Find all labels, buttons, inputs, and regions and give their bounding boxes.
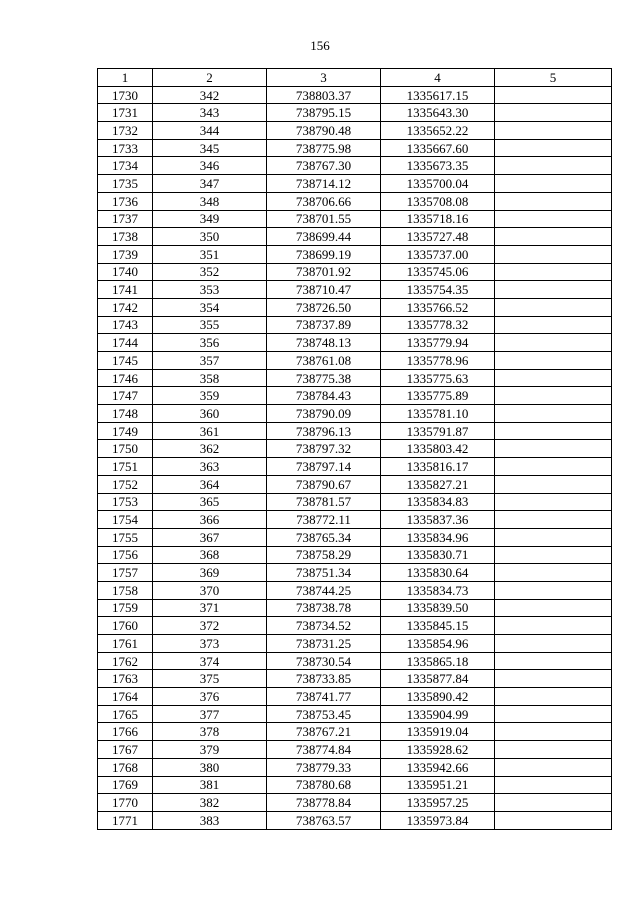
note-cell <box>495 440 612 458</box>
table-row <box>98 405 612 423</box>
note-cell <box>495 139 612 157</box>
note-cell <box>495 298 612 316</box>
row-number-cell: 1751 <box>98 458 153 476</box>
note-cell <box>495 564 612 582</box>
row-number-cell: 1748 <box>98 405 153 423</box>
x-coordinate-cell: 738790.48 <box>267 122 381 140</box>
x-coordinate-cell: 738772.11 <box>267 511 381 529</box>
point-number-cell: 383 <box>153 811 267 829</box>
x-coordinate-cell: 738706.66 <box>267 192 381 210</box>
point-number-cell: 362 <box>153 440 267 458</box>
note-cell <box>495 670 612 688</box>
column-header-4: 4 <box>381 69 495 87</box>
note-cell <box>495 352 612 370</box>
x-coordinate-cell: 738775.38 <box>267 369 381 387</box>
table-row <box>98 369 612 387</box>
point-number-cell: 370 <box>153 581 267 599</box>
table-row <box>98 175 612 193</box>
note-cell <box>495 475 612 493</box>
table-row <box>98 758 612 776</box>
y-coordinate-cell: 1335942.66 <box>381 758 495 776</box>
point-number-cell: 381 <box>153 776 267 794</box>
x-coordinate-cell: 738765.34 <box>267 528 381 546</box>
point-number-cell: 349 <box>153 210 267 228</box>
y-coordinate-cell: 1335834.73 <box>381 581 495 599</box>
y-coordinate-cell: 1335708.08 <box>381 192 495 210</box>
note-cell <box>495 405 612 423</box>
table-row <box>98 493 612 511</box>
point-number-cell: 343 <box>153 104 267 122</box>
point-number-cell: 354 <box>153 298 267 316</box>
coordinates-table <box>97 68 612 830</box>
row-number-cell: 1732 <box>98 122 153 140</box>
x-coordinate-cell: 738748.13 <box>267 334 381 352</box>
x-coordinate-cell: 738701.92 <box>267 263 381 281</box>
table-row <box>98 635 612 653</box>
row-number-cell: 1730 <box>98 86 153 104</box>
y-coordinate-cell: 1335890.42 <box>381 688 495 706</box>
x-coordinate-cell: 738738.78 <box>267 599 381 617</box>
table-row <box>98 811 612 829</box>
row-number-cell: 1770 <box>98 794 153 812</box>
table-row <box>98 599 612 617</box>
row-number-cell: 1766 <box>98 723 153 741</box>
note-cell <box>495 263 612 281</box>
note-cell <box>495 210 612 228</box>
point-number-cell: 375 <box>153 670 267 688</box>
table-row <box>98 192 612 210</box>
note-cell <box>495 387 612 405</box>
table-body <box>98 86 612 829</box>
row-number-cell: 1731 <box>98 104 153 122</box>
y-coordinate-cell: 1335827.21 <box>381 475 495 493</box>
point-number-cell: 351 <box>153 245 267 263</box>
row-number-cell: 1750 <box>98 440 153 458</box>
point-number-cell: 359 <box>153 387 267 405</box>
row-number-cell: 1745 <box>98 352 153 370</box>
row-number-cell: 1739 <box>98 245 153 263</box>
row-number-cell: 1767 <box>98 741 153 759</box>
note-cell <box>495 581 612 599</box>
table-row <box>98 440 612 458</box>
table-row <box>98 245 612 263</box>
x-coordinate-cell: 738726.50 <box>267 298 381 316</box>
x-coordinate-cell: 738790.67 <box>267 475 381 493</box>
x-coordinate-cell: 738780.68 <box>267 776 381 794</box>
point-number-cell: 355 <box>153 316 267 334</box>
point-number-cell: 373 <box>153 635 267 653</box>
point-number-cell: 377 <box>153 705 267 723</box>
note-cell <box>495 688 612 706</box>
row-number-cell: 1760 <box>98 617 153 635</box>
y-coordinate-cell: 1335775.89 <box>381 387 495 405</box>
row-number-cell: 1733 <box>98 139 153 157</box>
table-row <box>98 546 612 564</box>
y-coordinate-cell: 1335700.04 <box>381 175 495 193</box>
table-row <box>98 705 612 723</box>
note-cell <box>495 599 612 617</box>
row-number-cell: 1765 <box>98 705 153 723</box>
y-coordinate-cell: 1335718.16 <box>381 210 495 228</box>
row-number-cell: 1735 <box>98 175 153 193</box>
row-number-cell: 1744 <box>98 334 153 352</box>
column-header-2: 2 <box>153 69 267 87</box>
table-row <box>98 458 612 476</box>
y-coordinate-cell: 1335830.64 <box>381 564 495 582</box>
note-cell <box>495 617 612 635</box>
point-number-cell: 363 <box>153 458 267 476</box>
y-coordinate-cell: 1335745.06 <box>381 263 495 281</box>
x-coordinate-cell: 738733.85 <box>267 670 381 688</box>
note-cell <box>495 794 612 812</box>
y-coordinate-cell: 1335839.50 <box>381 599 495 617</box>
row-number-cell: 1742 <box>98 298 153 316</box>
row-number-cell: 1761 <box>98 635 153 653</box>
x-coordinate-cell: 738744.25 <box>267 581 381 599</box>
table-row <box>98 228 612 246</box>
note-cell <box>495 493 612 511</box>
x-coordinate-cell: 738778.84 <box>267 794 381 812</box>
row-number-cell: 1740 <box>98 263 153 281</box>
y-coordinate-cell: 1335928.62 <box>381 741 495 759</box>
row-number-cell: 1736 <box>98 192 153 210</box>
row-number-cell: 1738 <box>98 228 153 246</box>
x-coordinate-cell: 738781.57 <box>267 493 381 511</box>
row-number-cell: 1768 <box>98 758 153 776</box>
row-number-cell: 1746 <box>98 369 153 387</box>
note-cell <box>495 175 612 193</box>
point-number-cell: 346 <box>153 157 267 175</box>
y-coordinate-cell: 1335830.71 <box>381 546 495 564</box>
point-number-cell: 347 <box>153 175 267 193</box>
x-coordinate-cell: 738775.98 <box>267 139 381 157</box>
table-row <box>98 511 612 529</box>
point-number-cell: 344 <box>153 122 267 140</box>
column-header-1: 1 <box>98 69 153 87</box>
row-number-cell: 1753 <box>98 493 153 511</box>
note-cell <box>495 723 612 741</box>
table-row <box>98 670 612 688</box>
x-coordinate-cell: 738767.30 <box>267 157 381 175</box>
table-row <box>98 475 612 493</box>
note-cell <box>495 776 612 794</box>
y-coordinate-cell: 1335617.15 <box>381 86 495 104</box>
x-coordinate-cell: 738714.12 <box>267 175 381 193</box>
x-coordinate-cell: 738795.15 <box>267 104 381 122</box>
row-number-cell: 1741 <box>98 281 153 299</box>
page-number: 156 <box>310 38 330 53</box>
point-number-cell: 367 <box>153 528 267 546</box>
y-coordinate-cell: 1335816.17 <box>381 458 495 476</box>
table-row <box>98 352 612 370</box>
note-cell <box>495 122 612 140</box>
point-number-cell: 356 <box>153 334 267 352</box>
table-row <box>98 281 612 299</box>
table-row <box>98 528 612 546</box>
y-coordinate-cell: 1335673.35 <box>381 157 495 175</box>
point-number-cell: 352 <box>153 263 267 281</box>
y-coordinate-cell: 1335951.21 <box>381 776 495 794</box>
x-coordinate-cell: 738699.19 <box>267 245 381 263</box>
y-coordinate-cell: 1335834.83 <box>381 493 495 511</box>
table-row <box>98 776 612 794</box>
x-coordinate-cell: 738797.14 <box>267 458 381 476</box>
y-coordinate-cell: 1335778.96 <box>381 352 495 370</box>
y-coordinate-cell: 1335845.15 <box>381 617 495 635</box>
x-coordinate-cell: 738737.89 <box>267 316 381 334</box>
table-header-row <box>98 69 612 87</box>
table-row <box>98 86 612 104</box>
y-coordinate-cell: 1335727.48 <box>381 228 495 246</box>
y-coordinate-cell: 1335775.63 <box>381 369 495 387</box>
row-number-cell: 1757 <box>98 564 153 582</box>
note-cell <box>495 316 612 334</box>
y-coordinate-cell: 1335778.32 <box>381 316 495 334</box>
table-row <box>98 316 612 334</box>
point-number-cell: 382 <box>153 794 267 812</box>
y-coordinate-cell: 1335973.84 <box>381 811 495 829</box>
row-number-cell: 1754 <box>98 511 153 529</box>
x-coordinate-cell: 738741.77 <box>267 688 381 706</box>
row-number-cell: 1759 <box>98 599 153 617</box>
note-cell <box>495 652 612 670</box>
table-row <box>98 334 612 352</box>
x-coordinate-cell: 738774.84 <box>267 741 381 759</box>
y-coordinate-cell: 1335803.42 <box>381 440 495 458</box>
table-row <box>98 104 612 122</box>
note-cell <box>495 458 612 476</box>
row-number-cell: 1762 <box>98 652 153 670</box>
row-number-cell: 1758 <box>98 581 153 599</box>
note-cell <box>495 245 612 263</box>
row-number-cell: 1769 <box>98 776 153 794</box>
point-number-cell: 380 <box>153 758 267 776</box>
row-number-cell: 1764 <box>98 688 153 706</box>
table-row <box>98 581 612 599</box>
point-number-cell: 345 <box>153 139 267 157</box>
column-header-5: 5 <box>495 69 612 87</box>
row-number-cell: 1737 <box>98 210 153 228</box>
y-coordinate-cell: 1335904.99 <box>381 705 495 723</box>
point-number-cell: 350 <box>153 228 267 246</box>
y-coordinate-cell: 1335643.30 <box>381 104 495 122</box>
point-number-cell: 365 <box>153 493 267 511</box>
table-row <box>98 741 612 759</box>
y-coordinate-cell: 1335834.96 <box>381 528 495 546</box>
row-number-cell: 1755 <box>98 528 153 546</box>
table-row <box>98 564 612 582</box>
row-number-cell: 1743 <box>98 316 153 334</box>
row-number-cell: 1747 <box>98 387 153 405</box>
note-cell <box>495 86 612 104</box>
row-number-cell: 1756 <box>98 546 153 564</box>
point-number-cell: 348 <box>153 192 267 210</box>
y-coordinate-cell: 1335919.04 <box>381 723 495 741</box>
y-coordinate-cell: 1335766.52 <box>381 298 495 316</box>
y-coordinate-cell: 1335791.87 <box>381 422 495 440</box>
note-cell <box>495 528 612 546</box>
table-row <box>98 139 612 157</box>
x-coordinate-cell: 738790.09 <box>267 405 381 423</box>
column-header-3: 3 <box>267 69 381 87</box>
note-cell <box>495 369 612 387</box>
x-coordinate-cell: 738797.32 <box>267 440 381 458</box>
row-number-cell: 1763 <box>98 670 153 688</box>
note-cell <box>495 334 612 352</box>
table-row <box>98 688 612 706</box>
point-number-cell: 358 <box>153 369 267 387</box>
note-cell <box>495 192 612 210</box>
note-cell <box>495 741 612 759</box>
y-coordinate-cell: 1335865.18 <box>381 652 495 670</box>
note-cell <box>495 758 612 776</box>
y-coordinate-cell: 1335837.36 <box>381 511 495 529</box>
y-coordinate-cell: 1335737.00 <box>381 245 495 263</box>
x-coordinate-cell: 738751.34 <box>267 564 381 582</box>
table-row <box>98 387 612 405</box>
x-coordinate-cell: 738763.57 <box>267 811 381 829</box>
point-number-cell: 368 <box>153 546 267 564</box>
note-cell <box>495 228 612 246</box>
x-coordinate-cell: 738767.21 <box>267 723 381 741</box>
x-coordinate-cell: 738753.45 <box>267 705 381 723</box>
x-coordinate-cell: 738779.33 <box>267 758 381 776</box>
y-coordinate-cell: 1335877.84 <box>381 670 495 688</box>
y-coordinate-cell: 1335854.96 <box>381 635 495 653</box>
table-row <box>98 422 612 440</box>
note-cell <box>495 635 612 653</box>
point-number-cell: 342 <box>153 86 267 104</box>
point-number-cell: 371 <box>153 599 267 617</box>
y-coordinate-cell: 1335957.25 <box>381 794 495 812</box>
note-cell <box>495 546 612 564</box>
point-number-cell: 374 <box>153 652 267 670</box>
point-number-cell: 353 <box>153 281 267 299</box>
note-cell <box>495 422 612 440</box>
x-coordinate-cell: 738730.54 <box>267 652 381 670</box>
x-coordinate-cell: 738699.44 <box>267 228 381 246</box>
table-row <box>98 723 612 741</box>
note-cell <box>495 705 612 723</box>
y-coordinate-cell: 1335754.35 <box>381 281 495 299</box>
row-number-cell: 1771 <box>98 811 153 829</box>
table-row <box>98 210 612 228</box>
y-coordinate-cell: 1335781.10 <box>381 405 495 423</box>
table-row <box>98 263 612 281</box>
x-coordinate-cell: 738710.47 <box>267 281 381 299</box>
table-row <box>98 652 612 670</box>
table-row <box>98 122 612 140</box>
note-cell <box>495 511 612 529</box>
point-number-cell: 379 <box>153 741 267 759</box>
x-coordinate-cell: 738758.29 <box>267 546 381 564</box>
y-coordinate-cell: 1335667.60 <box>381 139 495 157</box>
point-number-cell: 361 <box>153 422 267 440</box>
row-number-cell: 1749 <box>98 422 153 440</box>
table-row <box>98 298 612 316</box>
x-coordinate-cell: 738784.43 <box>267 387 381 405</box>
point-number-cell: 364 <box>153 475 267 493</box>
x-coordinate-cell: 738803.37 <box>267 86 381 104</box>
x-coordinate-cell: 738734.52 <box>267 617 381 635</box>
point-number-cell: 372 <box>153 617 267 635</box>
row-number-cell: 1734 <box>98 157 153 175</box>
point-number-cell: 376 <box>153 688 267 706</box>
point-number-cell: 378 <box>153 723 267 741</box>
table-row <box>98 157 612 175</box>
note-cell <box>495 281 612 299</box>
x-coordinate-cell: 738731.25 <box>267 635 381 653</box>
point-number-cell: 366 <box>153 511 267 529</box>
point-number-cell: 369 <box>153 564 267 582</box>
x-coordinate-cell: 738796.13 <box>267 422 381 440</box>
y-coordinate-cell: 1335652.22 <box>381 122 495 140</box>
note-cell <box>495 811 612 829</box>
x-coordinate-cell: 738701.55 <box>267 210 381 228</box>
y-coordinate-cell: 1335779.94 <box>381 334 495 352</box>
table-row <box>98 617 612 635</box>
table-row <box>98 794 612 812</box>
x-coordinate-cell: 738761.08 <box>267 352 381 370</box>
note-cell <box>495 104 612 122</box>
point-number-cell: 357 <box>153 352 267 370</box>
row-number-cell: 1752 <box>98 475 153 493</box>
note-cell <box>495 157 612 175</box>
point-number-cell: 360 <box>153 405 267 423</box>
